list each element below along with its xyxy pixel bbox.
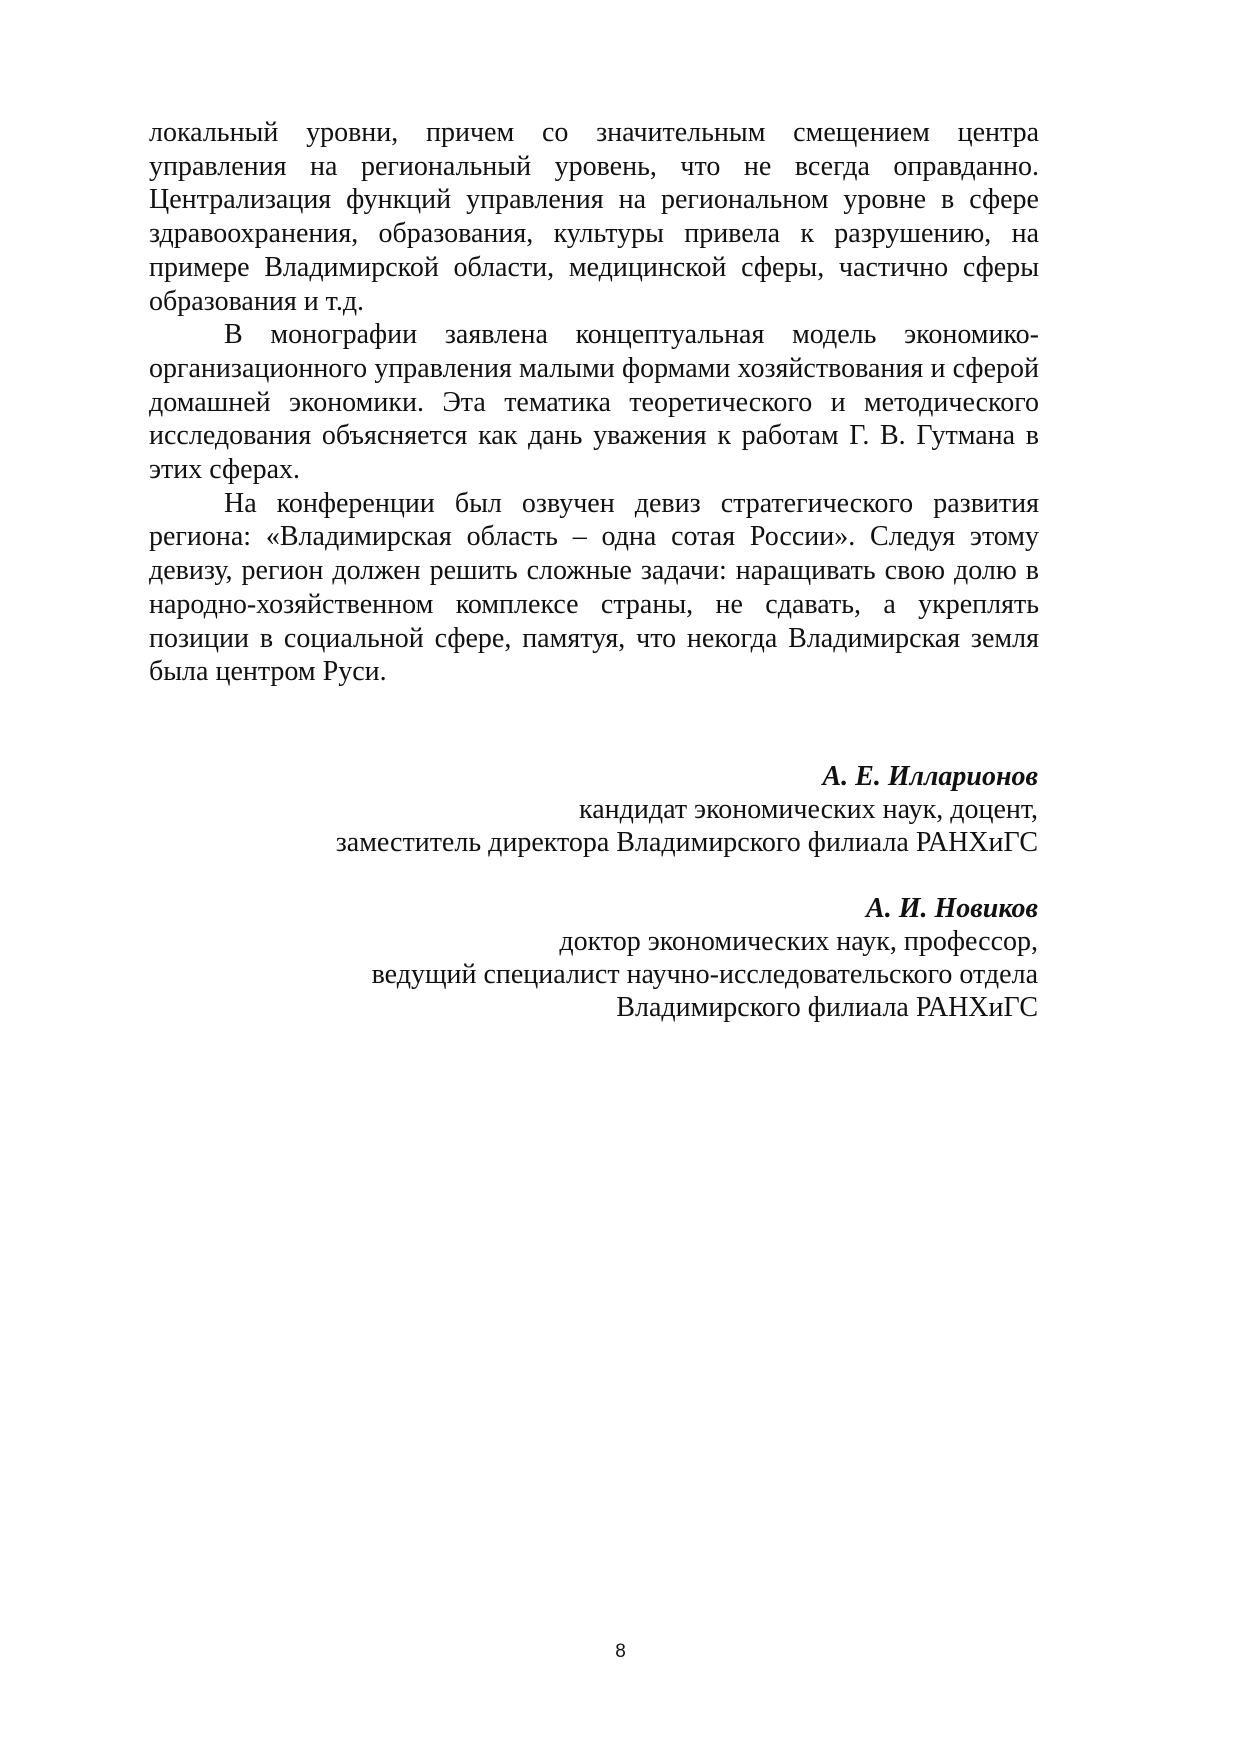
body-text	[149, 116, 1039, 689]
page-number: 8	[615, 1641, 626, 1662]
paragraph-2: В монографии заявлена концептуальная модель экономико-организационного управления малыми формами хозяйствования и сферой домашней экономики. Эта тематика теоретического и методического исследования объясняется как дань уважения к работам Г. В. Гутмана в этих сферах.	[149, 319, 1039, 486]
signature-position: ведущий специалист научно-исследовательского отдела	[371, 959, 1038, 990]
signature-title: доктор экономических наук, профессор,	[559, 926, 1038, 957]
paragraph-1: локальный уровни, причем со значительным смещением центра управления на региональный уровень, что не всегда оправданно. Централизация функций управления на региональном уровне в сфере здравоохранения, образования, культуры привела к разрушению, на примере Владимирской области, медицинской сферы, частично сферы образования и т.д.	[149, 117, 1039, 317]
signature-affiliation: Владимирского филиала РАНХиГС	[616, 992, 1038, 1023]
signature-title: кандидат экономических наук, доцент,	[579, 794, 1038, 825]
signature-position: заместитель директора Владимирского филиала РАНХиГС	[335, 827, 1038, 858]
signature-illarionov	[138, 760, 1038, 859]
paragraph-3: На конференции был озвучен девиз стратегического развития региона: «Владимирская область – одна сотая России». Следуя этому девизу, регион должен решить сложные задачи: наращивать свою долю в народно-хозяйственном комплексе страны, не сдавать, а укреплять позиции в социальной сфере, памятуя, что некогда Владимирская земля была центром Руси.	[149, 487, 1039, 688]
signature-name: А. И. Новиков	[866, 893, 1038, 924]
signature-novikov	[138, 892, 1038, 1024]
signature-name: А. Е. Илларионов	[822, 761, 1038, 792]
